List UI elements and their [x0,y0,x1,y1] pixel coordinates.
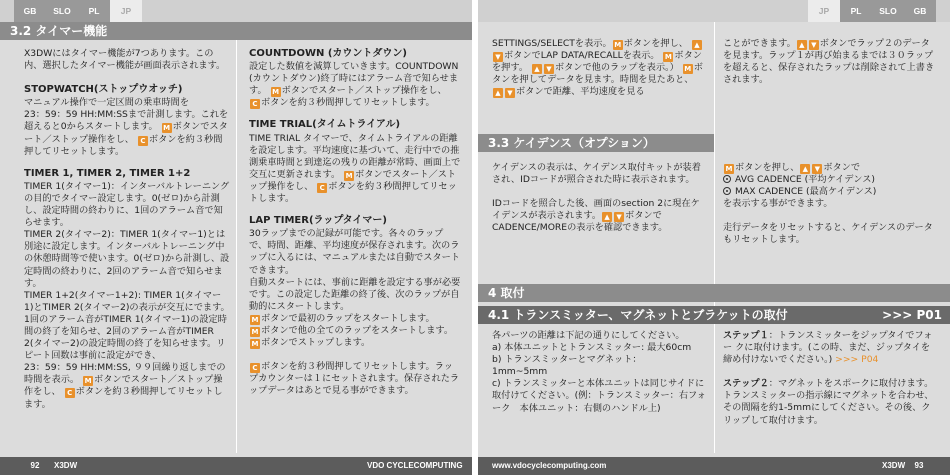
lap-timer-text: 30ラップまでの記録が可能です。各々のラップで、時間、距離、平均速度が保存されます。次のラップに入るには、マニュアルまたは自動でスタートできます。 自動スタートには、事前に距離を設定する事が必要です。この設定した距離の終了後、次のラップが自動的にスタートします。 M ボタンで最初のラップをスタートします。 M ボタンで他の全てのラップをスタートします。 M ボタンでストップします。 C ボタンを約３秒間押してリセットします。ラップカウンターは１にセットされます。保存されたラップデータはあとで見る事ができます。 [249,228,461,397]
down-key-icon: ▼ [493,52,503,62]
cadence-col-1: ケイデンスの表示は、ケイデンス取付キットが装着され、IDコードが照合された時に表示されます。 IDコードを照合した後、画面のsection 2に現在ケイデンスが表示されます。 ▲ ▼ ボタンで CADENCE/MOREの表示を確認できます。 [492,162,701,234]
up-key-icon: ▲ [797,40,807,50]
section-title-installation: 4 取付 [478,284,950,302]
heading-countdown: COUNTDOWN (カウントダウン) [249,48,407,59]
m-key-icon: M [163,124,171,133]
heading-timers: TIMER 1, TIMER 2, TIMER 1+2 [24,167,191,179]
m-key-icon: M [684,65,692,74]
section-title-transmitter-mount: 4.1 トランスミッター、マグネットとブラケットの取付 >>> P01 [478,306,950,324]
c-key-icon: C [250,99,260,109]
tab-slo[interactable]: SLO [46,0,78,22]
c-key-icon: C [250,363,260,373]
heading-stopwatch: STOPWATCH(ストップウオッチ) [24,84,183,96]
tab-slo[interactable]: SLO [872,0,904,22]
time-trial-text: TIME TRIAL タイマーで、タイムトライアルの距離を設定します。平均速度に基づいて、走行中での推測乗車時間と到達迄の残りの距離が常時、画面上で交互に更新されます。 M ボタンでスタート／ストップ操作をし、 C ボタンを約３秒間押してリセットします。 [249,132,461,205]
right-page [478,0,950,475]
up-key-icon: ▲ [532,64,542,74]
cadence-col-2: M ボタンを押し、 ▲ ▼ ボタンで AVG CADENCE (平均ケイデンス) MAX CADENCE (最高ケイデンス) を表示する事ができます。 走行データをリセットすると、ケイデンスのデータもリセットします。 [723,162,933,246]
timers-text: TIMER 1(タイマー1)：インターバルトレーニングの目的でタイマー設定します。0(ゼロ)から計測し、設定時間の終わりに、1回のアラーム音で知らせます。 TIMER 2(タイマー2)：TIMER 1(タイマー1)とは別途に設定します。インターバルトレーニング中の休憩時間等で使います。0(ゼロ)から計測し、設定時間の終わりに、2回のアラーム音で知らせます。 TIMER 1+2(タイマー1+2): TIMER 1(タイマー1)とTIMER 2(タイマー2)の表示が交互にでます。1回のアラーム音がTIMER 1(タイマー1)の設定時間の終了を知らせ、2回のアラーム音がTIMER 2(タイマー2)の設定時間の終了を知らせます。リピート回数は事前に設定ができ、 23：59：59 HH:MM:SS, ９９回繰り返しまでの時間を表示。 M ボタンでスタート／ストップ操作をし、 C ボタンを約３秒間押してリセットします。 [24,180,230,410]
m-key-icon: M [614,41,622,49]
tab-jp[interactable]: JP [110,0,142,22]
bullet-icon [723,175,731,183]
m-key-icon: M [84,377,92,386]
footer-model: X3DW [54,461,78,470]
footer-left [0,457,472,475]
countdown-text: 設定した数値を減算していきます。COUNTDOWN (カウントダウン)終了時にはアラーム音で知らせます。 M ボタンでスタート／ストップ操作をし、 C ボタンを約３秒間押してリセットします。 [249,61,459,109]
page-reference: >>> P01 [882,308,942,322]
timer-intro: X3DWにはタイマー機能が7つあります。この内、選択したタイマー機能が画面表示されます。 [24,48,226,72]
section-title-timer: 3.2 タイマー機能 [0,22,472,40]
install-col-2: ステップ１：トランスミッターをジップタイでフォー クに取付けます。(この時、まだ、ジップタイを締め付けないでください。) >>> P04 ステップ２：マグネットをスポークに取付けます。トランスミッターの指示線にマグネットを合わせ、その間隔を約1-5mmにしてください。その後、クリップして取付けます。 [723,330,934,426]
footer-url: www.vdocyclecomputing.com [492,461,607,470]
down-key-icon: ▼ [812,164,822,174]
install-col-1: 各パーツの距離は下記の通りにしてください。 a) 本体ユニットとトランスミッター: 最大60cm b) トランスミッターとマグネット： 1mm~5mm c) トランスミッターと本体ユニットは同じサイドに取付けてください。(例：トランスミッター：右フォーク 本体ユニット：右側のハンドル上) [492,330,706,414]
footer-model: X3DW [882,461,906,470]
lap-continued-col-2: ことができます。 ▲ ▼ ボタンでラップ２のデータを見ます。ラップ１が再び始まるまでは３０ラップを超えると、保存されたラップは削除されて上書きされます。 [723,38,935,86]
m-key-icon: M [251,327,259,336]
page-reference: >>> P04 [835,354,879,366]
lap-continued-col-1: SETTINGS/SELECTを表示。 M ボタンを押し、 ▲▼ ボタンでLAP DATA/RECALLを表示。 M ボタンを押す。 ▲ ▼ ボタンで他のラップを表示。） M ボタンを押してデータを見ます。時間を見たあと、 ▲ ▼ ボタンで距離、平均速度を見る [492,38,703,98]
up-key-icon: ▲ [493,88,503,98]
c-key-icon: C [317,183,327,193]
tab-jp[interactable]: JP [808,0,840,22]
tab-pl[interactable]: PL [840,0,872,22]
heading-time-trial: TIME TRIAL(タイムトライアル) [249,119,401,131]
down-key-icon: ▼ [809,40,819,50]
language-tab-bar [478,0,950,22]
heading-lap-timer: LAP TIMER(ラップタイマー) [249,215,387,227]
c-key-icon: C [138,136,148,146]
column-divider [714,22,715,453]
down-key-icon: ▼ [614,212,624,222]
c-key-icon: C [65,388,75,398]
down-key-icon: ▼ [505,88,515,98]
section-title-cadence: 3.3 ケイデンス（オプション） [478,134,714,152]
timer-column-2 [249,48,461,446]
up-key-icon: ▲ [692,40,702,50]
down-key-icon: ▼ [544,64,554,74]
bullet-icon [723,187,731,195]
up-key-icon: ▲ [800,164,810,174]
footer-right [478,457,950,475]
m-key-icon: M [725,165,733,173]
tab-pl[interactable]: PL [78,0,110,22]
step-2-label: ステップ２ [723,378,769,390]
m-key-icon: M [251,340,259,349]
tab-gb[interactable]: GB [904,0,936,22]
stopwatch-text: マニュアル操作で一定区間の乗車時間を 23：59：59 HH:MM:SSまで計測します。これを超えると0からスタートします。 M ボタンでスタート／ストップ操作をし、 C ボタンを約３秒間押してリセットします。 [24,97,229,157]
timer-column-1 [24,48,230,446]
page-number: 93 [914,461,924,470]
step-1-label: ステップ１ [723,330,769,341]
up-key-icon: ▲ [602,212,612,222]
m-key-icon: M [251,315,259,324]
page-number: 92 [30,461,40,470]
left-page [0,0,472,475]
tab-gb[interactable]: GB [14,0,46,22]
footer-brand: VDO CYCLECOMPUTING [367,461,463,470]
m-key-icon: M [272,88,280,97]
column-divider [236,40,237,453]
language-tab-bar [0,0,472,22]
m-key-icon: M [664,53,672,62]
m-key-icon: M [345,171,353,180]
